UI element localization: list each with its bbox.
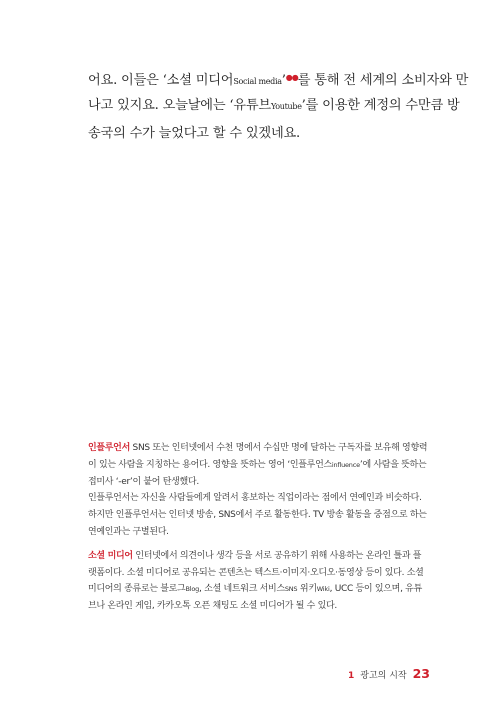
english-gloss: influence (331, 460, 360, 469)
note-text: ’에 사람을 뜻하는 (359, 459, 427, 470)
english-gloss: Social media (233, 77, 282, 86)
english-gloss: SNS (284, 585, 298, 594)
english-gloss: Blog (185, 585, 200, 594)
glossary-term: 인플루언서 (88, 443, 130, 453)
note-text: 연예인과는 구별된다. (88, 526, 169, 537)
note-text: 접미사 ‘-er’이 붙어 탄생했다. (88, 476, 199, 487)
note-text: 하지만 인플루언서는 인터넷 방송, SNS에서 주로 활동한다. TV 방송 활동을 중점으로 하는 (88, 510, 427, 521)
note-line (88, 474, 420, 491)
note-line (88, 581, 420, 598)
note-line (88, 565, 424, 582)
note-text: 이 있는 사람을 지칭하는 용어다. 영향을 뜻하는 영어 ‘인플루언스 (88, 459, 332, 470)
note-text: 인플루언서는 자신을 사람들에게 알려서 홍보하는 직업이라는 점에서 연예인과 비슷하다. (88, 493, 422, 504)
note-line (88, 490, 420, 507)
english-gloss: Wiki (316, 585, 330, 594)
body-text-segment: 송국의 수가 늘었다고 할 수 있겠네요. (88, 126, 301, 141)
body-paragraph (88, 64, 469, 148)
note-text: , UCC 등이 있으며, 유튜 (329, 584, 422, 595)
note-spacer (88, 541, 420, 548)
body-text-segment: ’를 이용한 계정의 수만큼 방 (301, 98, 460, 113)
body-line (88, 120, 418, 148)
note-line (88, 507, 427, 524)
glossary-notes (88, 440, 428, 615)
note-text: , 소셜 네트워크 서비스 (199, 584, 285, 595)
page-footer (348, 666, 430, 681)
note-text: SNS 또는 인터넷에서 수천 명에서 수십만 명에 달하는 구독자를 보유해 영향력 (129, 443, 428, 453)
note-line (88, 440, 428, 457)
note-text: 미디어의 종류로는 블로그 (88, 584, 186, 595)
body-text-segment: 나고 있지요. 오늘날에는 ‘유튜브 (88, 98, 271, 113)
chapter-number: 1 (347, 671, 355, 681)
english-gloss: Youtube (270, 102, 302, 111)
note-text: 브나 온라인 게임, 카카오톡 오픈 채팅도 소셜 미디어가 될 수 있다. (88, 601, 337, 612)
glossary-term: 소셜 미디어 (88, 550, 133, 561)
body-text-segment: 어요. 이들은 ‘소셜 미디어 (88, 73, 234, 88)
body-text-segment: 를 통해 전 세계의 소비자와 만 (297, 73, 469, 88)
page-number: 23 (412, 666, 430, 681)
note-line (88, 598, 420, 615)
note-text: 인터넷에서 의견이나 생각 등을 서로 공유하기 위해 사용하는 온라인 틀과 플 (132, 550, 422, 561)
footnote-mark: ●● (285, 73, 298, 82)
note-text: 랫폼이다. 소셜 미디어로 공유되는 콘텐츠는 텍스트·이미지·오디오·동영상 등이 있다. 소셜 (88, 567, 424, 578)
note-text: 위키 (297, 584, 317, 595)
note-line (88, 524, 420, 541)
body-text-segment: ’ (281, 73, 286, 88)
body-line (88, 64, 469, 92)
body-line (88, 92, 460, 120)
note-line (88, 548, 420, 565)
section-title: 광고의 시작 (360, 671, 407, 681)
note-line (88, 457, 427, 474)
